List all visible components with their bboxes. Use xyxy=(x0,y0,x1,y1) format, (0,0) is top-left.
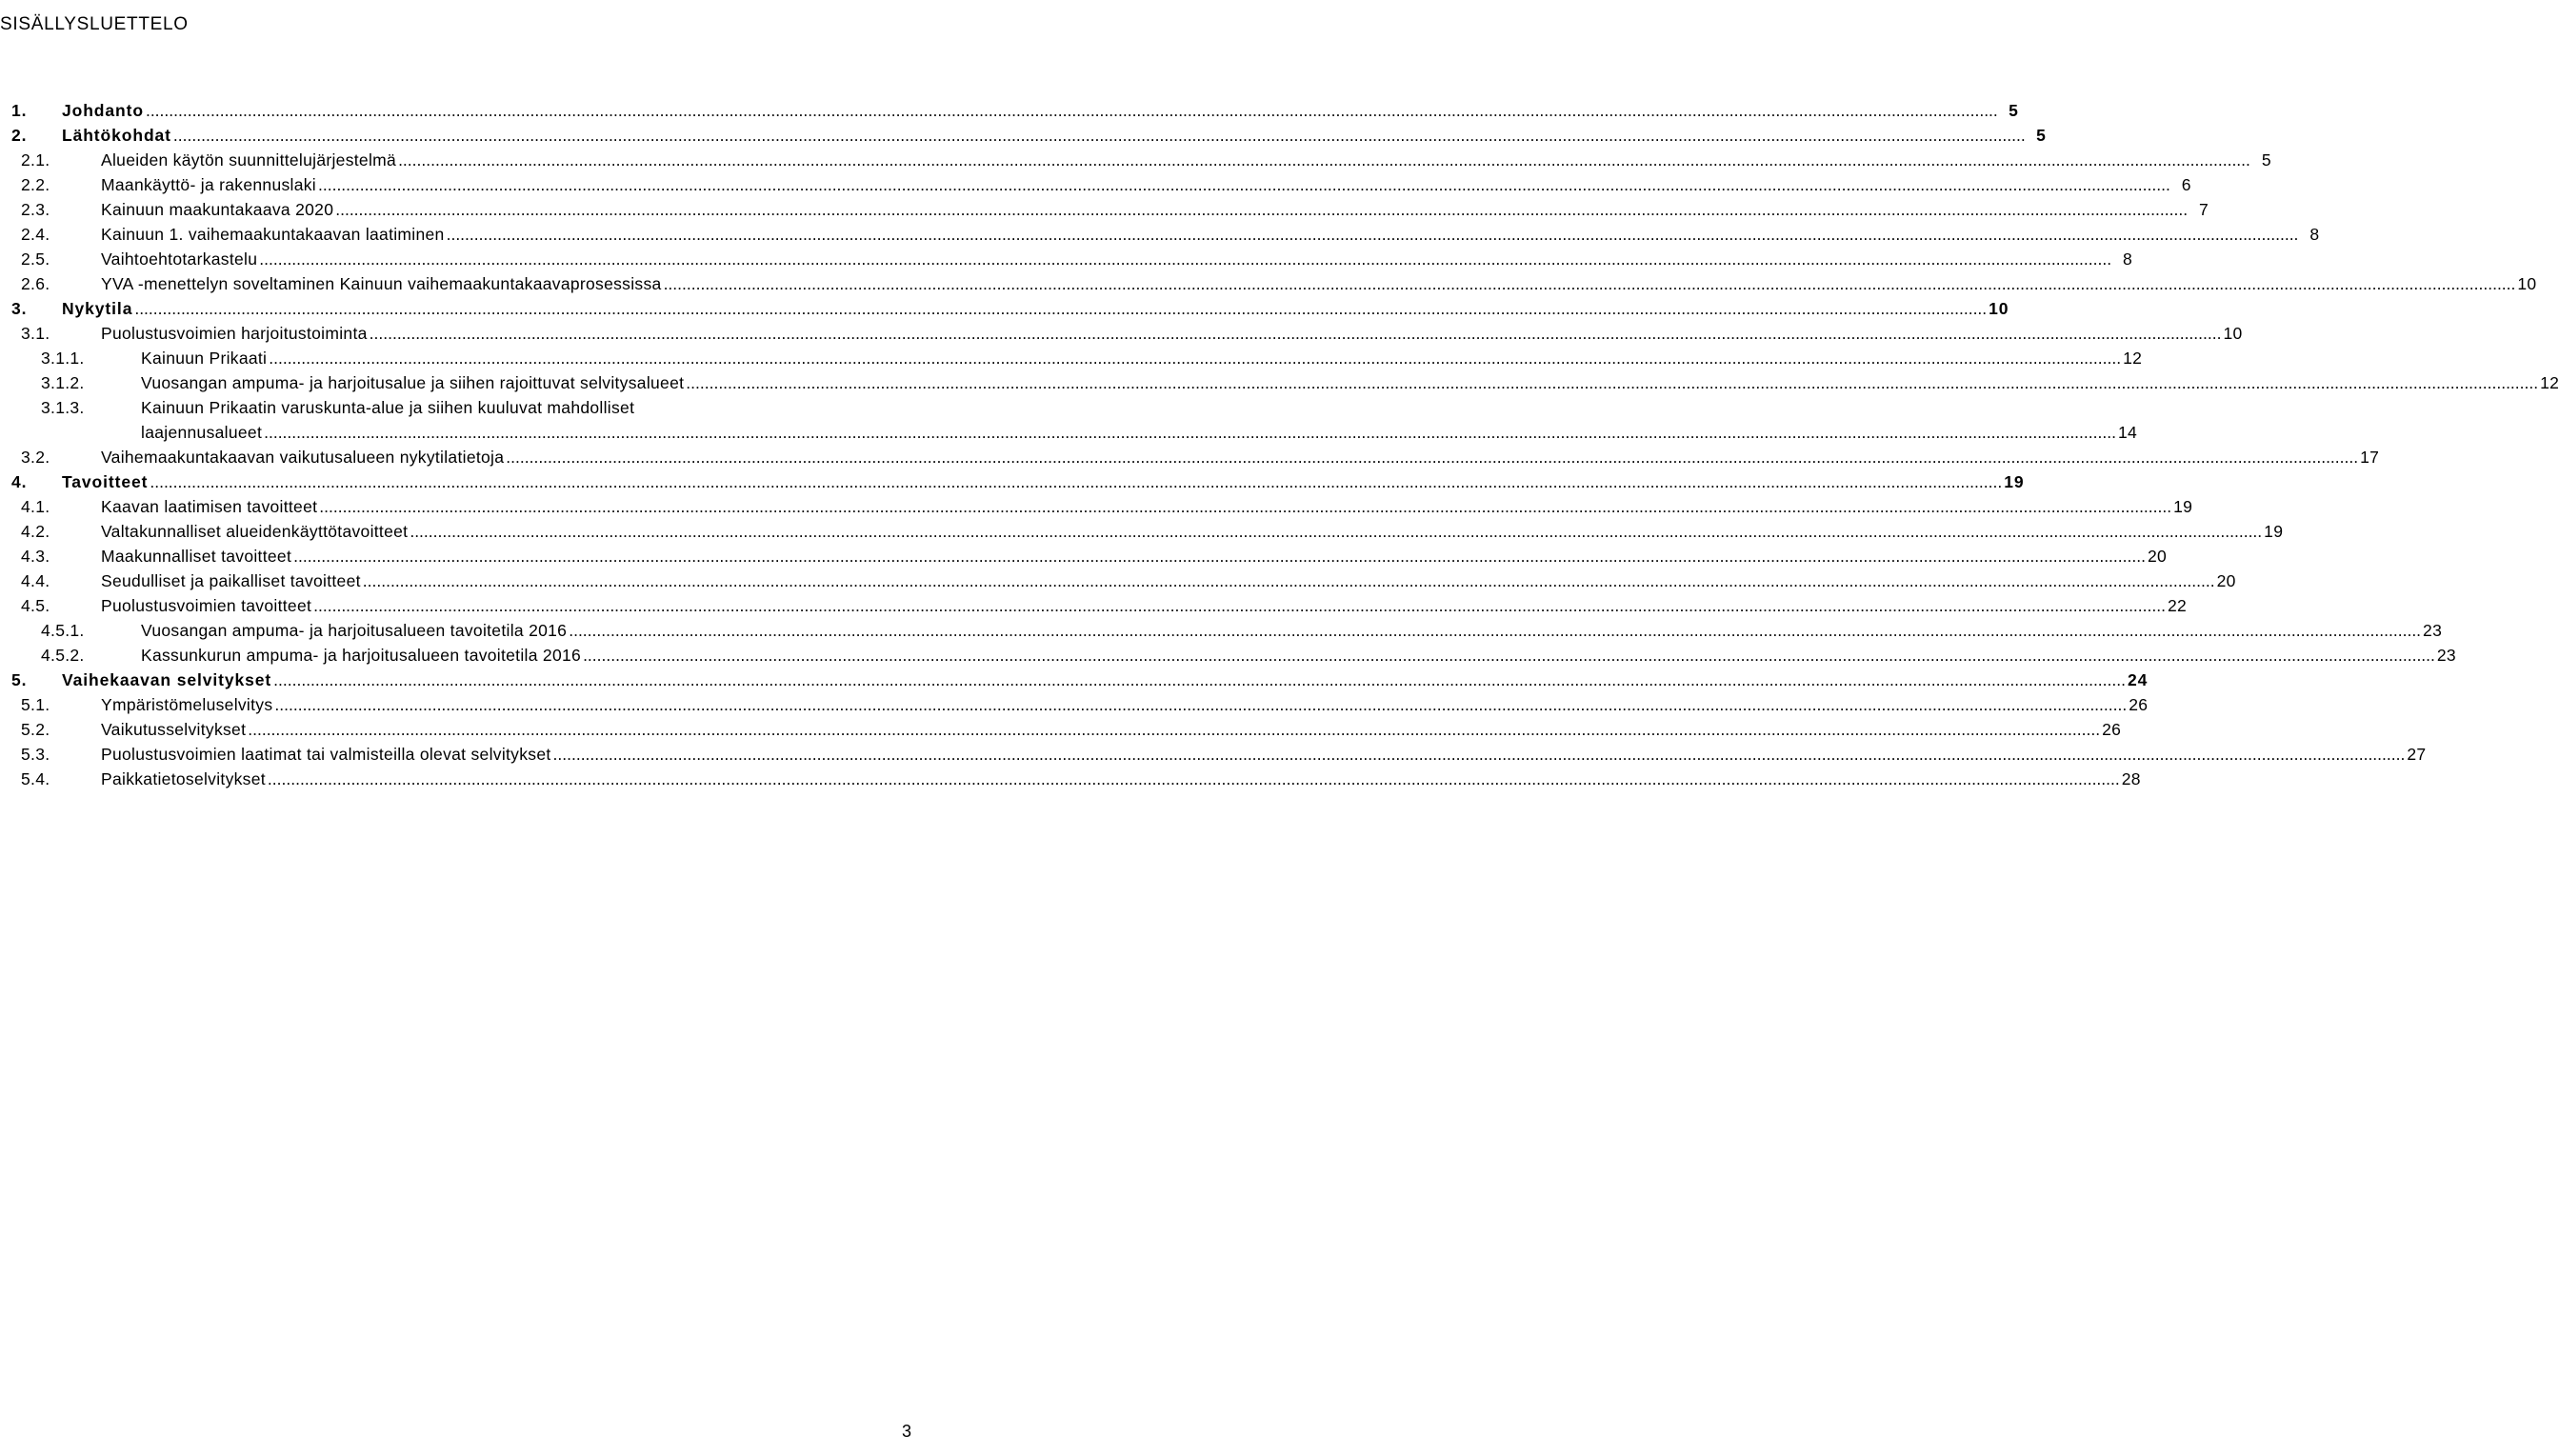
toc-entry-page: 12 xyxy=(2540,373,2559,392)
toc-entry-number: 5.3. xyxy=(21,745,50,764)
toc-entry-title: Alueiden käytön suunnittelujärjestelmä xyxy=(101,150,397,170)
toc-entry-number: 3.1.3. xyxy=(41,398,85,417)
toc-entry-title: Puolustusvoimien harjoitustoiminta xyxy=(101,324,368,343)
toc-entry-number: 3.2. xyxy=(21,448,50,467)
toc-leader-dots: ................................................................................................................................................................................................................................................................................................................................................................................................................ xyxy=(318,175,2170,194)
toc-entry-page: 5 xyxy=(2036,126,2047,145)
toc-entry[interactable] xyxy=(0,148,2271,172)
toc-entry[interactable] xyxy=(0,222,2320,247)
toc-entry-title: Seudulliset ja paikalliset tavoitteet xyxy=(101,571,361,590)
toc-entry[interactable] xyxy=(0,692,2149,717)
toc-leader-dots: ................................................................................................................................................................................................................................................................................................................................................................................................................ xyxy=(319,497,2172,516)
toc-entry-number: 4.3. xyxy=(21,547,50,566)
toc-leader-dots: ................................................................................................................................................................................................................................................................................................................................................................................................................ xyxy=(398,150,2250,170)
toc-entry[interactable] xyxy=(0,370,2559,395)
toc-entry-number: 4.4. xyxy=(21,571,50,590)
toc-entry-title: YVA -menettelyn soveltaminen Kainuun vaihemaakuntakaavaprosessissa xyxy=(101,274,662,293)
toc-entry[interactable] xyxy=(0,321,2243,346)
toc-entry[interactable] xyxy=(0,395,914,420)
toc-entry-title: Vaihekaavan selvitykset xyxy=(62,670,272,689)
toc-entry-page: 19 xyxy=(2173,497,2193,516)
toc-leader-dots: ................................................................................................................................................................................................................................................................................................................................................................................................................ xyxy=(506,448,2359,467)
toc-leader-dots: ................................................................................................................................................................................................................................................................................................................................................................................................................ xyxy=(446,225,2299,244)
toc-entry[interactable] xyxy=(0,593,2188,618)
toc-entry-page: 8 xyxy=(2309,225,2320,244)
toc-entry-page: 14 xyxy=(2117,423,2138,442)
toc-entry-title: Kainuun Prikaati xyxy=(141,349,268,368)
toc-entry[interactable] xyxy=(0,717,2122,742)
toc-entry[interactable] xyxy=(0,544,2168,568)
toc-entry-page: 10 xyxy=(2223,324,2243,343)
toc-entry-title: Nykytila xyxy=(62,299,133,318)
toc-entry-title: Valtakunnalliset alueidenkäyttötavoitteet xyxy=(101,522,409,541)
toc-entry[interactable] xyxy=(0,618,2443,643)
toc-entry[interactable] xyxy=(0,494,2193,519)
toc-entry-page: 5 xyxy=(2009,101,2019,120)
toc-entry-title: Maankäyttö- ja rakennuslaki xyxy=(101,175,316,194)
toc-entry[interactable] xyxy=(0,247,2133,271)
toc-entry-title: Puolustusvoimien tavoitteet xyxy=(101,596,312,615)
toc-leader-dots: ................................................................................................................................................................................................................................................................................................................................................................................................................ xyxy=(583,646,2435,665)
toc-leader-dots: ................................................................................................................................................................................................................................................................................................................................................................................................................ xyxy=(663,274,2516,293)
toc-entry-page: 6 xyxy=(2181,175,2191,194)
toc-entry-number: 2.6. xyxy=(21,274,50,293)
toc-leader-dots: ................................................................................................................................................................................................................................................................................................................................................................................................................ xyxy=(264,423,2116,442)
toc-leader-dots: ................................................................................................................................................................................................................................................................................................................................................................................................................ xyxy=(267,769,2120,788)
toc-entry-number: 5.4. xyxy=(21,769,50,788)
toc-entry[interactable] xyxy=(0,98,2019,123)
toc-entry[interactable] xyxy=(0,271,2537,296)
toc-entry-title: Puolustusvoimien laatimat tai valmisteilla olevat selvitykset xyxy=(101,745,551,764)
toc-entry-page: 19 xyxy=(2004,472,2025,491)
toc-leader-dots: ................................................................................................................................................................................................................................................................................................................................................................................................................ xyxy=(552,745,2406,764)
toc-leader-dots: ................................................................................................................................................................................................................................................................................................................................................................................................................ xyxy=(134,299,1988,318)
toc-leader-dots: ................................................................................................................................................................................................................................................................................................................................................................................................................ xyxy=(369,324,2222,343)
toc-leader-dots: ................................................................................................................................................................................................................................................................................................................................................................................................................ xyxy=(362,571,2215,590)
toc-entry-title: Kainuun maakuntakaava 2020 xyxy=(101,200,334,219)
toc-entry-page: 26 xyxy=(2102,720,2122,739)
toc-entry-number: 3. xyxy=(11,299,28,318)
toc-leader-dots: ................................................................................................................................................................................................................................................................................................................................................................................................................ xyxy=(150,472,2003,491)
toc-entry-page: 7 xyxy=(2199,200,2209,219)
toc-entry-page: 23 xyxy=(2436,646,2456,665)
toc-entry-number: 5.2. xyxy=(21,720,50,739)
toc-leader-dots: ................................................................................................................................................................................................................................................................................................................................................................................................................ xyxy=(172,126,2026,145)
toc-entry-title: Vaihemaakuntakaavan vaikutusalueen nykytilatietoja xyxy=(101,448,505,467)
toc-leader-dots: ................................................................................................................................................................................................................................................................................................................................................................................................................ xyxy=(248,720,2101,739)
toc-entry[interactable] xyxy=(0,469,2025,494)
toc-entry-number: 2.5. xyxy=(21,249,50,269)
toc-leader-dots: ................................................................................................................................................................................................................................................................................................................................................................................................................ xyxy=(313,596,2166,615)
toc-entry[interactable] xyxy=(0,123,2047,148)
toc-entry-title: laajennusalueet xyxy=(141,423,263,442)
toc-entry-number: 2.2. xyxy=(21,175,50,194)
toc-entry[interactable] xyxy=(0,568,2236,593)
toc-leader-dots: ................................................................................................................................................................................................................................................................................................................................................................................................................ xyxy=(686,373,2539,392)
toc-entry-page: 23 xyxy=(2423,621,2443,640)
toc-entry-title: Ympäristömeluselvitys xyxy=(101,695,273,714)
toc-entry-title: Kaavan laatimisen tavoitteet xyxy=(101,497,318,516)
toc-entry-number: 2.1. xyxy=(21,150,50,170)
toc-entry-page: 27 xyxy=(2407,745,2427,764)
toc-entry-page: 10 xyxy=(2517,274,2537,293)
toc-entry-number: 4.2. xyxy=(21,522,50,541)
toc-entry-title: Maakunnalliset tavoitteet xyxy=(101,547,292,566)
toc-entry-number: 4.5.2. xyxy=(41,646,85,665)
toc-leader-dots: ................................................................................................................................................................................................................................................................................................................................................................................................................ xyxy=(145,101,1998,120)
toc-leader-dots: ................................................................................................................................................................................................................................................................................................................................................................................................................ xyxy=(293,547,2146,566)
toc-entry-title: Tavoitteet xyxy=(62,472,149,491)
toc-entry[interactable] xyxy=(0,197,2209,222)
toc-entry[interactable] xyxy=(0,420,2138,445)
toc-entry-page: 28 xyxy=(2121,769,2141,788)
toc-entry-number: 3.1.1. xyxy=(41,349,85,368)
toc-entry-page: 24 xyxy=(2127,670,2149,689)
toc-entry-title: Kainuun 1. vaihemaakuntakaavan laatiminen xyxy=(101,225,445,244)
toc-entry-page: 20 xyxy=(2147,547,2168,566)
toc-entry-number: 4.5.1. xyxy=(41,621,85,640)
toc-entry[interactable] xyxy=(0,668,2149,692)
toc-entry-number: 2. xyxy=(11,126,28,145)
toc-entry[interactable] xyxy=(0,445,2380,469)
toc-entry[interactable] xyxy=(0,519,2284,544)
toc-leader-dots: ................................................................................................................................................................................................................................................................................................................................................................................................................ xyxy=(335,200,2189,219)
toc-leader-dots: ................................................................................................................................................................................................................................................................................................................................................................................................................ xyxy=(269,349,2122,368)
toc-heading: SISÄLLYSLUETTELO xyxy=(0,13,189,34)
page-number: 3 xyxy=(901,1422,911,1441)
toc-leader-dots: ................................................................................................................................................................................................................................................................................................................................................................................................................ xyxy=(569,621,2422,640)
toc-entry-page: 20 xyxy=(2216,571,2236,590)
toc-entry[interactable] xyxy=(0,643,2456,668)
toc-entry-page: 8 xyxy=(2123,249,2133,269)
toc-entry-page: 12 xyxy=(2123,349,2143,368)
toc-entry-number: 2.3. xyxy=(21,200,50,219)
toc-entry-page: 22 xyxy=(2167,596,2188,615)
toc-entry-number: 3.1.2. xyxy=(41,373,85,392)
toc-entry-number: 3.1. xyxy=(21,324,50,343)
toc-leader-dots: ................................................................................................................................................................................................................................................................................................................................................................................................................ xyxy=(273,670,2126,689)
toc-entry-title: Vuosangan ampuma- ja harjoitusalue ja siihen rajoittuvat selvitysalueet xyxy=(141,373,685,392)
toc-entry[interactable] xyxy=(0,742,2427,767)
toc-entry-title: Vaikutusselvitykset xyxy=(101,720,247,739)
toc-entry-title: Kassunkurun ampuma- ja harjoitusalueen tavoitetila 2016 xyxy=(141,646,582,665)
toc-entry[interactable] xyxy=(0,346,2143,370)
toc-entry-number: 5. xyxy=(11,670,28,689)
table-of-contents xyxy=(0,98,2559,791)
toc-entry-title: Paikkatietoselvitykset xyxy=(101,769,266,788)
toc-entry[interactable] xyxy=(0,172,2191,197)
toc-leader-dots: ................................................................................................................................................................................................................................................................................................................................................................................................................ xyxy=(410,522,2263,541)
toc-entry-page: 19 xyxy=(2264,522,2284,541)
toc-leader-dots: ................................................................................................................................................................................................................................................................................................................................................................................................................ xyxy=(259,249,2112,269)
toc-entry-title: Kainuun Prikaatin varuskunta-alue ja siihen kuuluvat mahdolliset xyxy=(141,398,635,417)
toc-entry-title: Johdanto xyxy=(62,101,144,120)
toc-entry-title: Lähtökohdat xyxy=(62,126,171,145)
toc-entry-page: 17 xyxy=(2360,448,2380,467)
toc-entry-page: 26 xyxy=(2129,695,2149,714)
toc-entry-page: 5 xyxy=(2261,150,2271,170)
toc-entry-number: 4.1. xyxy=(21,497,50,516)
toc-entry[interactable] xyxy=(0,296,2009,321)
toc-entry-number: 5.1. xyxy=(21,695,50,714)
toc-entry-title: Vuosangan ampuma- ja harjoitusalueen tavoitetila 2016 xyxy=(141,621,568,640)
toc-entry-number: 4. xyxy=(11,472,28,491)
toc-entry-number: 4.5. xyxy=(21,596,50,615)
toc-entry-page: 10 xyxy=(1989,299,2009,318)
toc-entry-number: 2.4. xyxy=(21,225,50,244)
toc-entry-number: 1. xyxy=(11,101,28,120)
toc-entry[interactable] xyxy=(0,767,2141,791)
toc-leader-dots: ................................................................................................................................................................................................................................................................................................................................................................................................................ xyxy=(274,695,2128,714)
toc-entry-title: Vaihtoehtotarkastelu xyxy=(101,249,258,269)
